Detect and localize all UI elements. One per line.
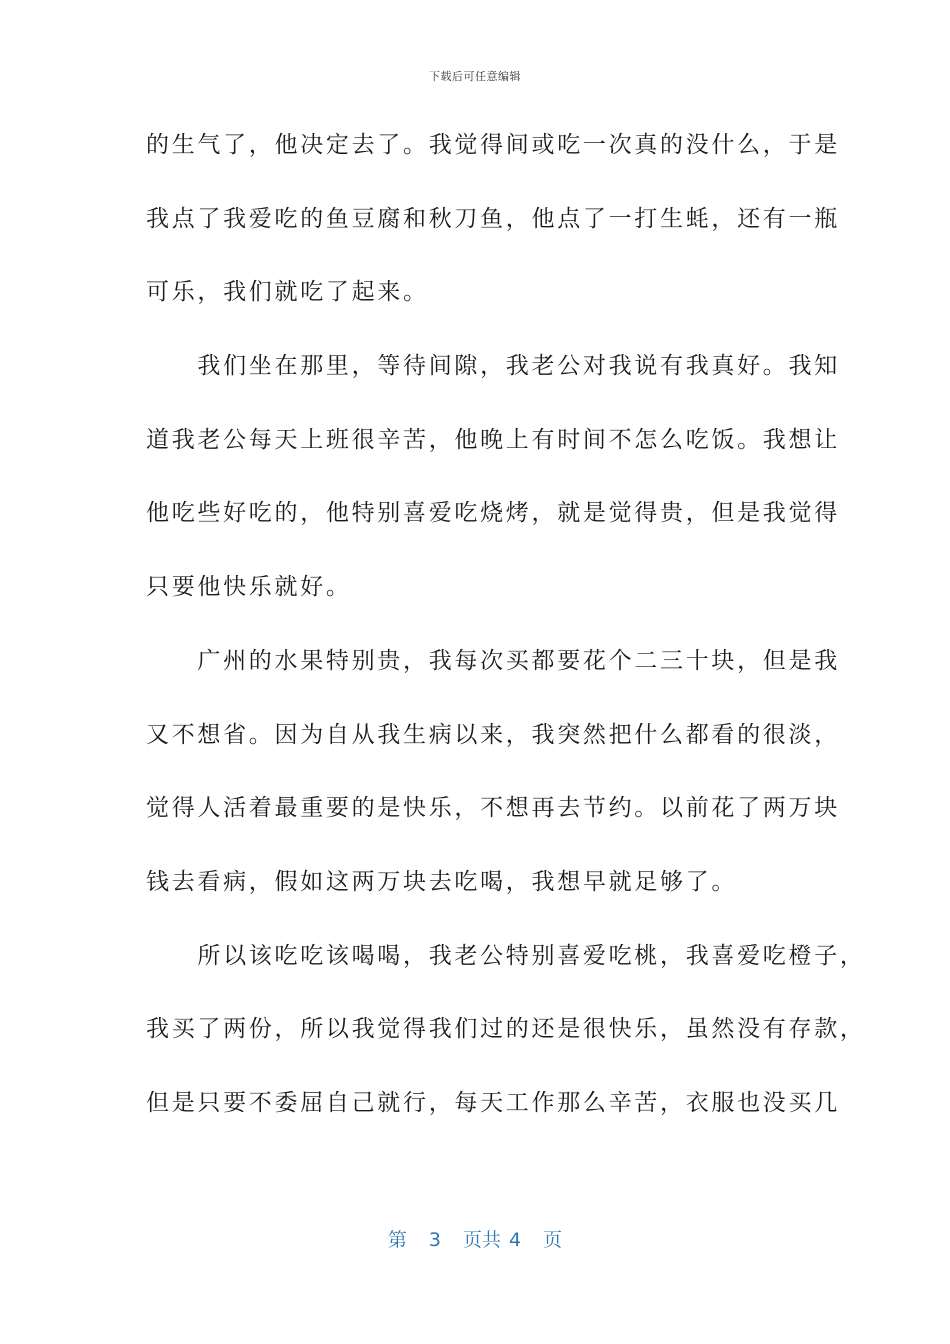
text-line: 所以该吃吃该喝喝，我老公特别喜爱吃桃，我喜爱吃橙子，	[146, 942, 866, 969]
current-page-number: 3	[428, 1229, 441, 1251]
text-line: 我买了两份，所以我觉得我们过的还是很快乐，虽然没有存款，	[146, 1016, 866, 1043]
text-line: 觉得人活着最重要的是快乐，不想再去节约。以前花了两万块	[146, 795, 840, 822]
footer-suffix: 页	[543, 1229, 563, 1251]
text-line: 又不想省。因为自从我生病以来，我突然把什么都看的很淡，	[146, 721, 840, 748]
text-line: 道我老公每天上班很辛苦，他晚上有时间不怎么吃饭。我想让	[146, 426, 840, 453]
text-line: 我们坐在那里，等待间隙，我老公对我说有我真好。我知	[146, 353, 840, 380]
text-line: 的生气了，他决定去了。我觉得间或吃一次真的没什么，于是	[146, 132, 840, 158]
text-line: 他吃些好吃的，他特别喜爱吃烧烤，就是觉得贵，但是我觉得	[146, 500, 840, 527]
text-line: 我点了我爱吃的鱼豆腐和秋刀鱼，他点了一打生蚝，还有一瓶	[146, 205, 840, 232]
footer-middle: 页共	[462, 1229, 501, 1251]
page-number-footer	[0, 1225, 950, 1252]
text-line: 但是只要不委屈自己就行，每天工作那么辛苦，衣服也没买几	[146, 1089, 840, 1116]
page-header-note: 下载后可任意编辑	[429, 70, 521, 83]
footer-prefix: 第	[387, 1229, 407, 1251]
text-line: 钱去看病，假如这两万块去吃喝，我想早就足够了。	[146, 868, 738, 895]
text-line: 只要他快乐就好。	[146, 574, 352, 601]
document-body	[146, 122, 866, 1154]
total-pages-number: 4	[509, 1229, 522, 1251]
text-line: 广州的水果特别贵，我每次买都要花个二三十块，但是我	[146, 647, 840, 674]
text-line: 可乐，我们就吃了起来。	[146, 279, 429, 306]
